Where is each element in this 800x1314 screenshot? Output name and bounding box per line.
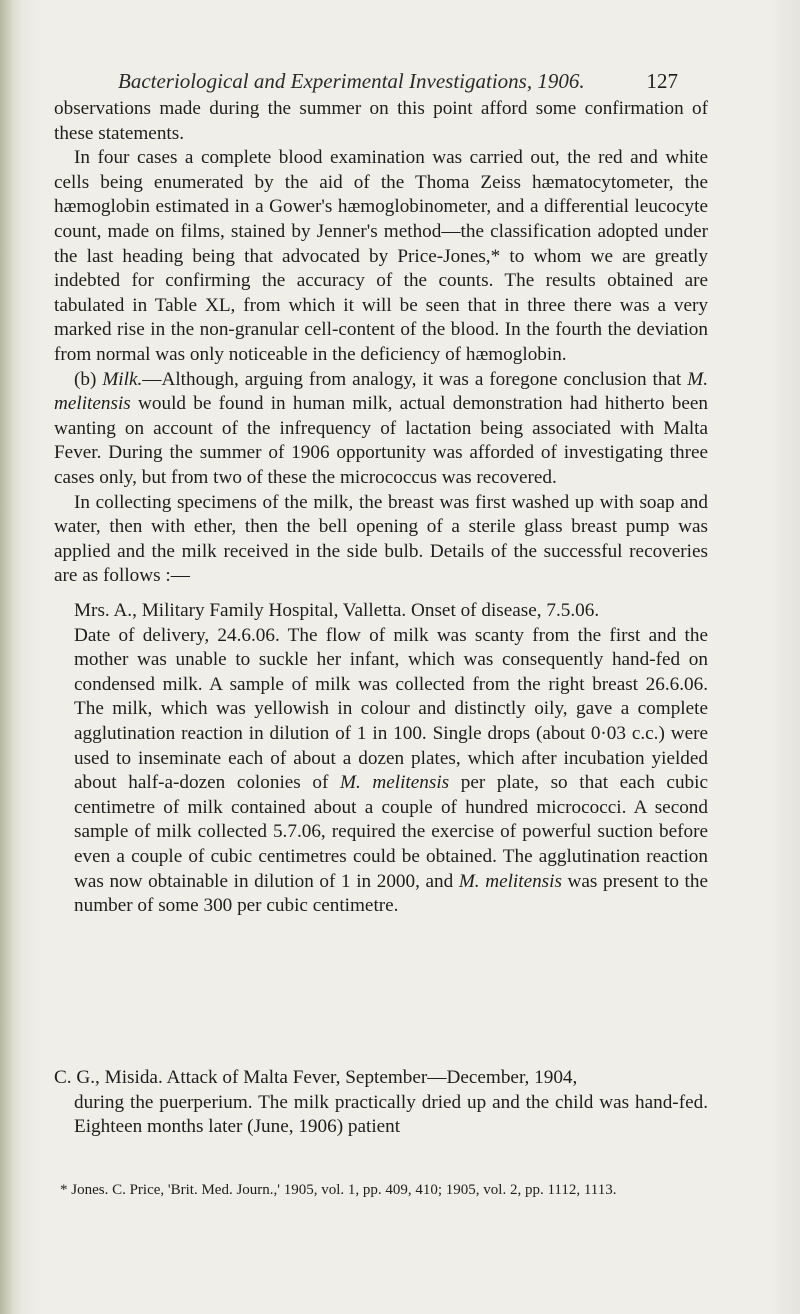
species-name: M. melitensis xyxy=(54,368,708,415)
case-lead: Mrs. A., Military Family Hospital, Valletta. Onset of disease, 7.5.06. xyxy=(74,600,600,621)
running-header xyxy=(118,68,678,94)
paragraph-collection-method: In collecting specimens of the milk, the breast was first washed up with soap and water, then with ether, then the bell opening of a sterile glass breast pump was applied and the milk received in the side bulb. Details of the successful recoveries are as follows :— xyxy=(54,491,708,587)
paragraph-text: would be found in human milk, actual demonstration had hitherto been wanting on account of the infrequency of lactation being associated with Malta Fever. During the summer of 1906 opportunity was afforded of investigating three cases only, but from two of these the micrococcus was recovered. xyxy=(54,393,708,488)
case-body: during the puerperium. The milk practically dried up and the child was hand-fed. Eighteen months later (June, 1906) patient xyxy=(74,1091,708,1138)
case-text: per plate, so that each cubic centimetre of milk contained about a couple of hundred micrococci. A second sample of milk collected 5.7.06, required the exercise of powerful suction before even a couple of cubic centimetres could be obtained. The agglutination reaction was now obtainable in dilution of 1 in 2000, and xyxy=(74,772,708,892)
section-label: (b) xyxy=(74,368,103,390)
case-lead: C. G., Misida. Attack of Malta Fever, September—December, 1904, xyxy=(54,1067,578,1088)
case-record-a xyxy=(54,599,708,919)
paragraph-milk xyxy=(54,368,708,491)
species-name: M. melitensis xyxy=(339,772,450,794)
case-text: Date of delivery, 24.6.06. The flow of milk was scanty from the first and the mother was unable to suckle her infant, which was consequently hand-fed on condensed milk. A sample of milk was collected from the right breast 26.6.06. The milk, which was yellowish in colour and distinctly oily, gave a complete agglutination reaction in dilution of 1 in 100. Single drops (about 0·03 c.c.) were used to inseminate each of about a dozen plates, which after incubation yielded about half-a-dozen colonies of xyxy=(74,624,708,794)
section-heading: Milk. xyxy=(102,368,143,390)
paragraph-text: —Although, arguing from analogy, it was a foregone conclusion that xyxy=(142,368,688,390)
page-number: 127 xyxy=(646,69,678,93)
running-title: Bacteriological and Experimental Investigations, 1906. xyxy=(118,69,585,93)
case-body xyxy=(74,624,708,919)
case-text: was present to the number of some 300 per cubic centimetre. xyxy=(74,870,708,917)
paragraph-continuation: observations made during the summer on this point afford some confirmation of these statements. xyxy=(54,98,708,144)
paragraph-blood-examination: In four cases a complete blood examination was carried out, the red and white cells being enumerated by the aid of the Thoma Zeiss hæmatocytometer, the hæmoglobin estimated in a Gower's hæmoglobinometer, and a differential leucocyte count, made on films, stained by Jenner's method—the classification adopted under the last heading being that advocated by Price-Jones,* to whom we are greatly indebted for confirming the accuracy of the counts. The results obtained are tabulated in Table XL, from which it will be seen that in three there was a very marked rise in the non-granular cell-content of the blood. In the fourth the deviation from normal was only noticeable in the deficiency of hæmoglobin. xyxy=(54,147,708,365)
species-name: M. melitensis xyxy=(458,870,562,892)
case-record-c xyxy=(54,1066,708,1140)
footnote: * Jones. C. Price, 'Brit. Med. Journ.,' 1905, vol. 1, pp. 409, 410; 1905, vol. 2, pp. 1112, 1113. xyxy=(60,1182,617,1198)
main-text xyxy=(54,97,708,589)
binding-shadow xyxy=(0,0,22,1314)
